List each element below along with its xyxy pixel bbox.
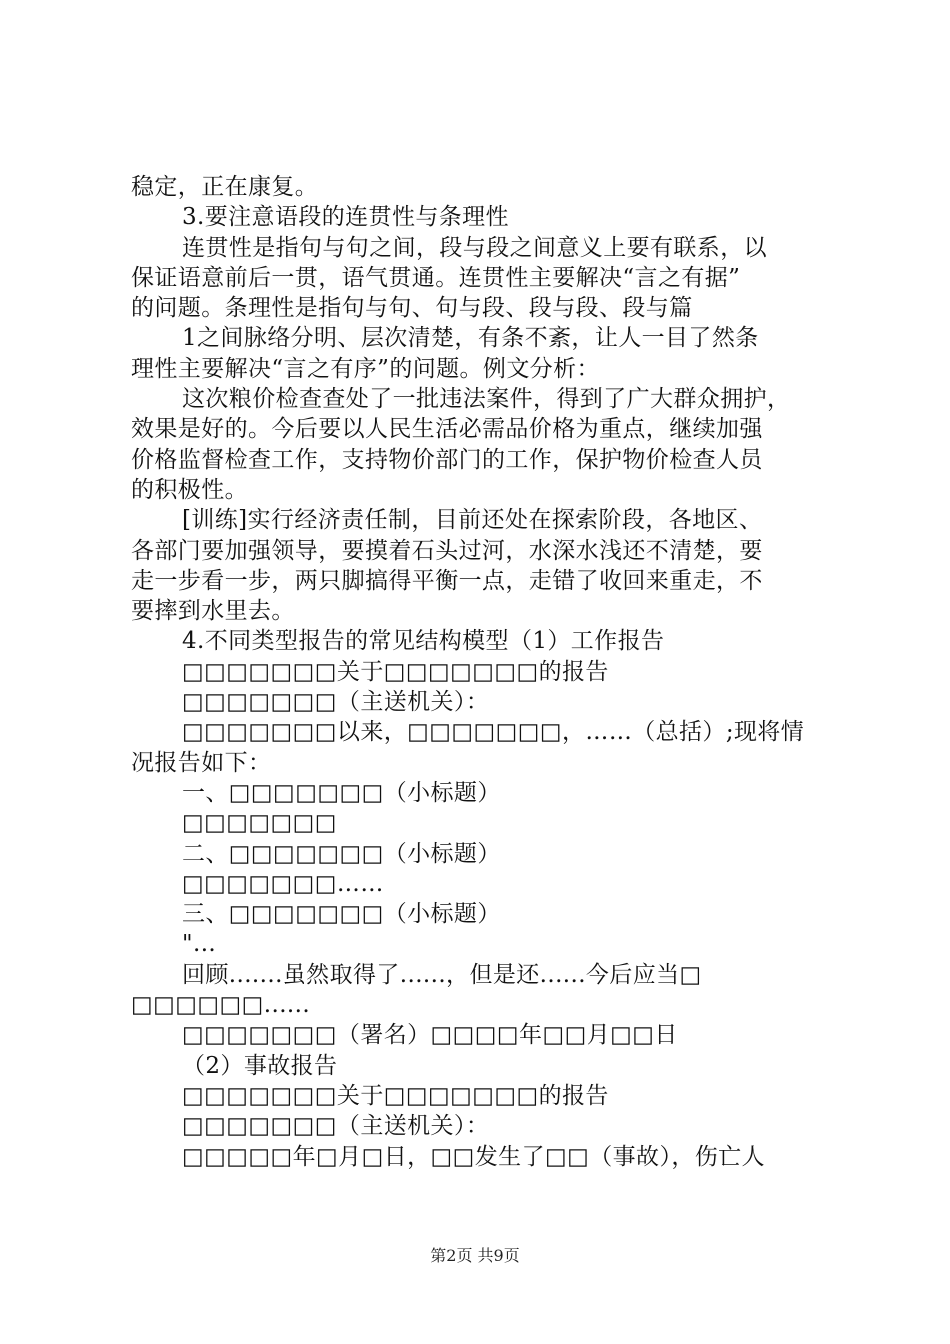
text-line: □□□□□□□（署名）□□□□年□□月□□日 [182, 1022, 678, 1049]
text-line: 走一步看一步，两只脚搞得平衡一点，走错了收回来重走，不 [131, 567, 763, 594]
text-line: 的问题。条理性是指句与句、句与段、段与段、段与篇 [131, 295, 693, 322]
text-line: □□□□□□□（主送机关）： [182, 689, 490, 716]
text-line: 连贯性是指句与句之间，段与段之间意义上要有联系，以 [182, 234, 767, 261]
text-line: 这次粮价检查查处了一批违法案件，得到了广大群众拥护， [182, 386, 791, 413]
text-line: 4.不同类型报告的常见结构模型（1）工作报告 [182, 628, 665, 655]
text-line: □□□□□□□关于□□□□□□□的报告 [182, 1082, 609, 1109]
text-line: 回顾.......虽然取得了......，但是还......今后应当□ [182, 961, 702, 988]
text-line: □□□□□年□月□日，□□发生了□□（事故），伤亡人 [182, 1143, 765, 1170]
text-line: □□□□□□...... [131, 992, 311, 1019]
text-line: 要摔到水里去。 [131, 598, 295, 625]
text-line: （2）事故报告 [182, 1052, 338, 1079]
text-line: □□□□□□□…… [182, 870, 384, 897]
document-body [131, 172, 831, 1172]
text-line: "... [182, 931, 217, 958]
text-line: 1之间脉络分明、层次清楚，有条不紊，让人一目了然条 [182, 325, 759, 352]
text-line: 况报告如下： [131, 749, 272, 776]
text-line: 保证语意前后一贯，语气贯通。连贯性主要解决“言之有据” [131, 264, 741, 291]
text-line: [训练]实行经济责任制，目前还处在探索阶段，各地区、 [182, 507, 763, 534]
text-line: □□□□□□□（主送机关）： [182, 1113, 490, 1140]
text-line: 效果是好的。今后要以人民生活必需品价格为重点，继续加强 [131, 416, 763, 443]
text-line: 各部门要加强领导，要摸着石头过河，水深水浅还不清楚，要 [131, 537, 763, 564]
text-line: 的积极性。 [131, 476, 248, 503]
text-line: □□□□□□□关于□□□□□□□的报告 [182, 658, 609, 685]
text-line: 3.要注意语段的连贯性与条理性 [182, 204, 509, 231]
page-footer: 第2页 共9页 [430, 1246, 520, 1265]
text-line: 一、□□□□□□□（小标题） [182, 779, 501, 806]
text-line: 理性主要解决“言之有序”的问题。例文分析： [131, 355, 600, 382]
text-line: 价格监督检查工作，支持物价部门的工作，保护物价检查人员 [131, 446, 763, 473]
text-line: □□□□□□□ [182, 810, 337, 837]
text-line: 二、□□□□□□□（小标题） [182, 840, 501, 867]
text-line: 三、□□□□□□□（小标题） [182, 901, 501, 928]
text-line: □□□□□□□以来，□□□□□□□，……（总括）;现将情 [182, 719, 805, 746]
text-line: 稳定，正在康复。 [131, 174, 319, 200]
